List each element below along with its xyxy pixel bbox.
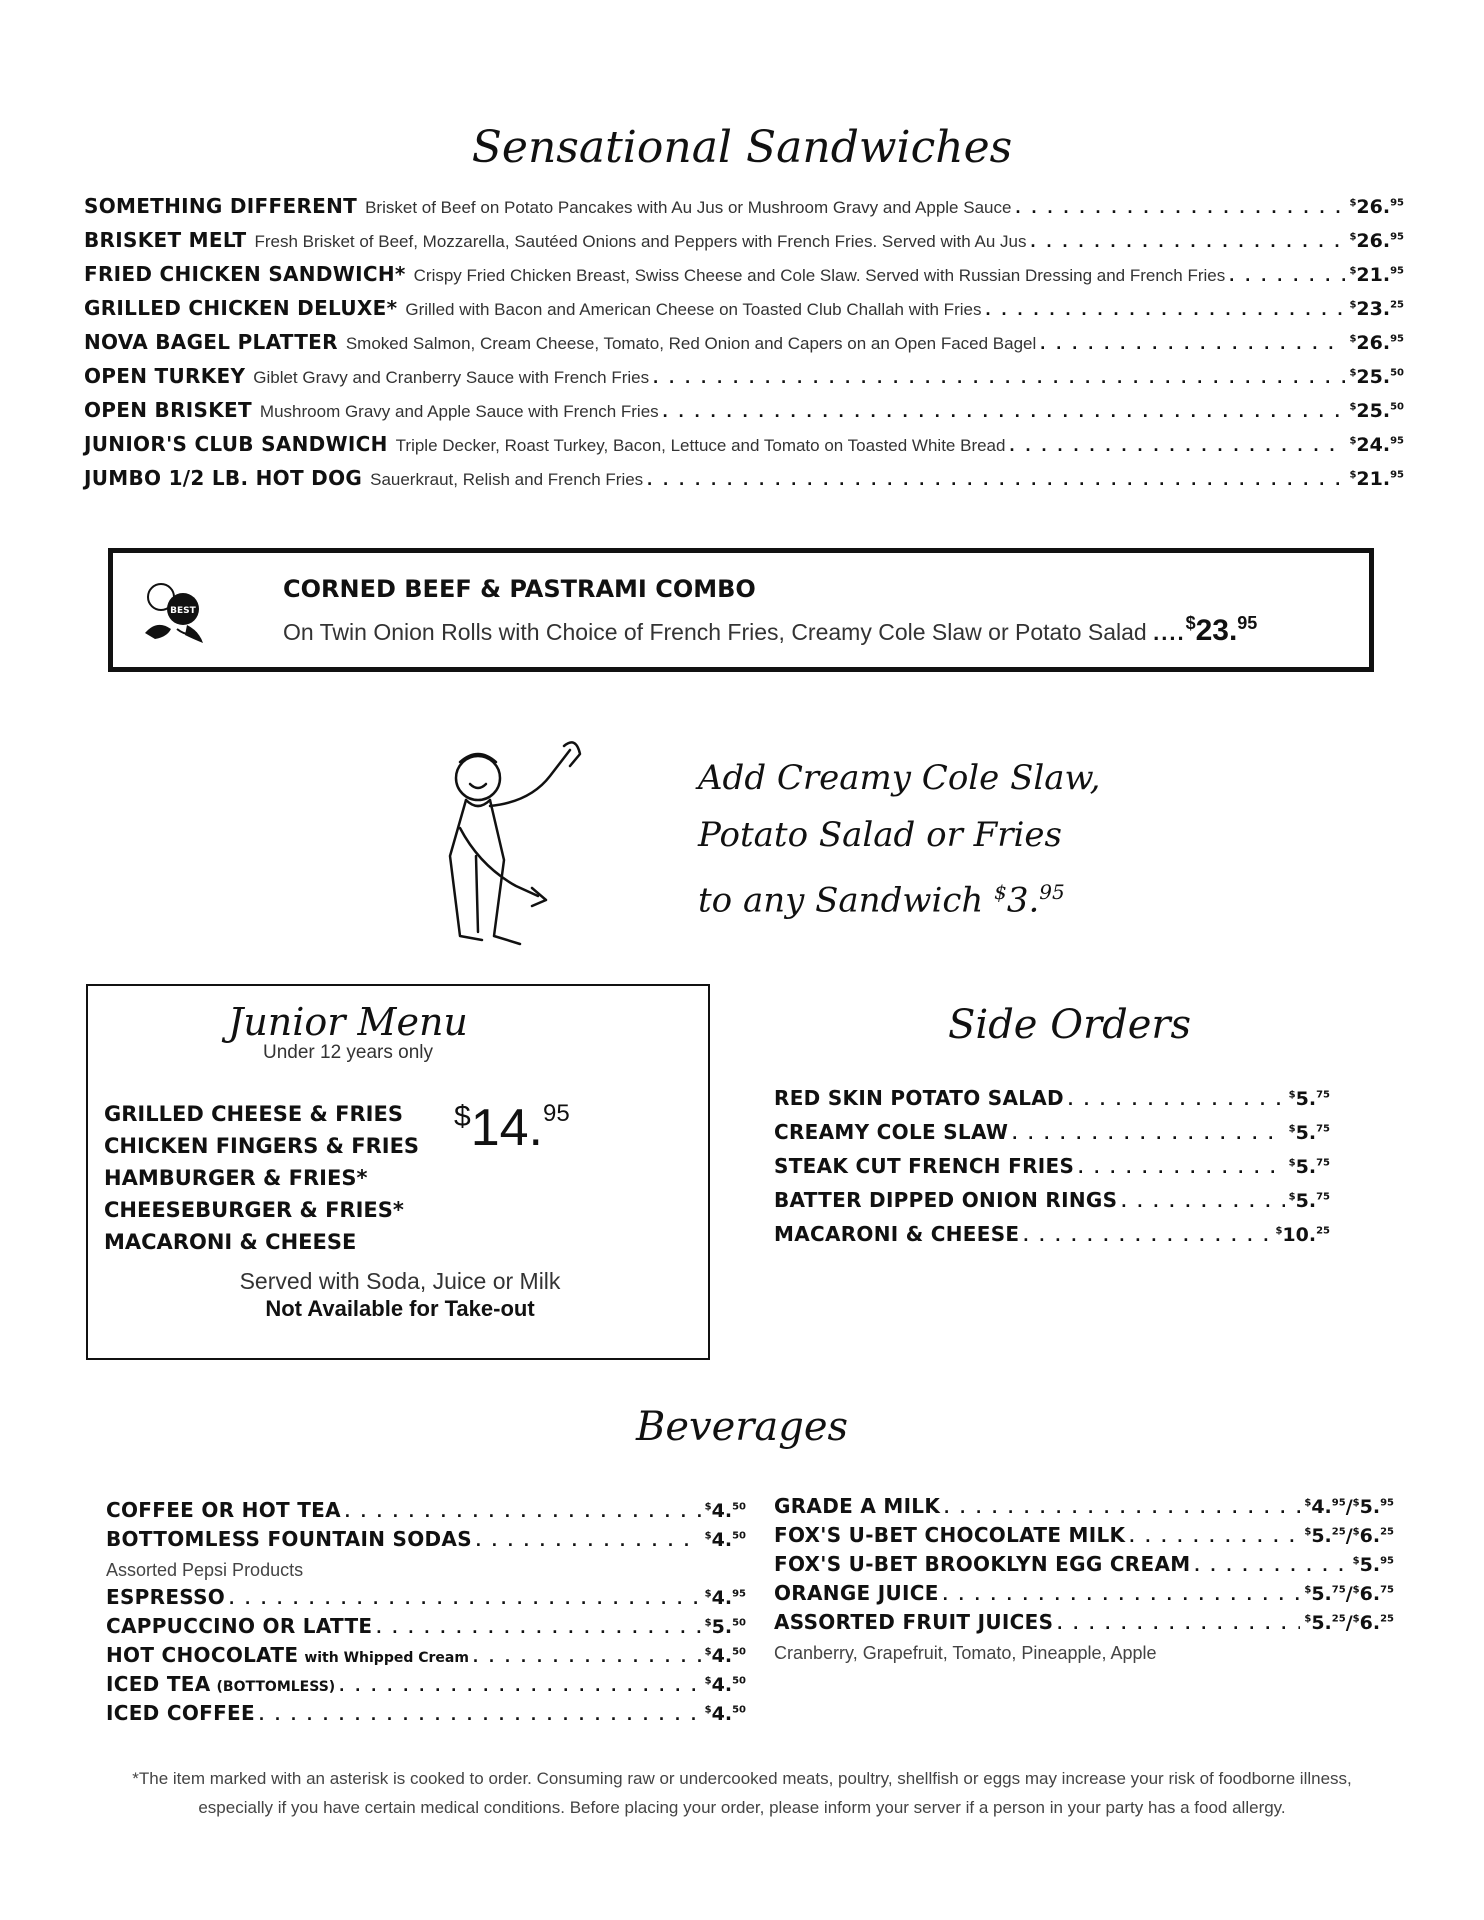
promo-line-3 [698, 864, 1100, 929]
sandwich-name: BRISKET MELT [84, 228, 247, 252]
side-price [1289, 1156, 1330, 1178]
price-cents: 75 [1316, 1191, 1330, 1203]
beverage-name: COFFEE OR HOT TEA [106, 1498, 341, 1522]
leader-dots [1040, 333, 1345, 354]
side-orders-list [774, 1086, 1330, 1256]
price-cents: 95 [1331, 1497, 1346, 1509]
sandwich-desc: Crispy Fried Chicken Breast, Swiss Cheese and Cole Slaw. Served with Russian Dressing and French Fries [413, 266, 1226, 285]
price-cents: 50 [732, 1530, 746, 1542]
beverage-price-large [1353, 1496, 1394, 1518]
price-main: 5. [1295, 1122, 1317, 1144]
price-main: 24. [1356, 434, 1391, 456]
currency-sign: $ [1349, 401, 1357, 413]
beverage-extra: with Whipped Cream [304, 1650, 469, 1666]
leader-dots [259, 1704, 701, 1725]
sandwich-name: GRILLED CHICKEN DELUXE* [84, 296, 398, 320]
side-price [1289, 1088, 1330, 1110]
side-name: STEAK CUT FRENCH FRIES [774, 1154, 1075, 1178]
leader-dots [1194, 1555, 1348, 1576]
leader-dots [476, 1530, 701, 1551]
side-name: BATTER DIPPED ONION RINGS [774, 1188, 1118, 1212]
price-cents: 25 [1380, 1526, 1394, 1538]
beverage-name: FOX'S U-BET BROOKLYN EGG CREAM [774, 1552, 1191, 1576]
leader-dots [985, 299, 1345, 320]
beverage-price [705, 1674, 746, 1696]
best-ribbon-logo-icon [137, 575, 209, 647]
price-cents: 75 [1316, 1157, 1330, 1169]
sandwich-row [84, 398, 1404, 432]
currency-sign: $ [704, 1704, 712, 1716]
beverage-name: BOTTOMLESS FOUNTAIN SODAS [106, 1527, 472, 1551]
beverage-name: ORANGE JUICE [774, 1581, 939, 1605]
junior-currency: $ [454, 1100, 471, 1133]
currency-sign: $ [704, 1501, 712, 1513]
currency-sign: $ [704, 1588, 712, 1600]
price-main: 5. [711, 1616, 733, 1638]
price-main: 5. [1359, 1496, 1381, 1518]
price-separator: / [1345, 1583, 1353, 1605]
price-main: 21. [1356, 468, 1391, 490]
side-price [1275, 1224, 1330, 1246]
side-price [1289, 1122, 1330, 1144]
side-row [774, 1222, 1330, 1256]
leader-dots [1129, 1526, 1300, 1547]
price-main: 25. [1356, 366, 1391, 388]
beverage-name: ASSORTED FRUIT JUICES [774, 1610, 1054, 1634]
beverage-name: ICED COFFEE [106, 1701, 255, 1725]
combo-dots: .... [1153, 620, 1186, 645]
sandwich-desc: Mushroom Gravy and Apple Sauce with French Fries [259, 402, 659, 421]
footer-line-1: *The item marked with an asterisk is cooked to order. Consuming raw or undercooked meats, poultry, shellfish or eggs may increase your risk of foodborne illness, [132, 1769, 1352, 1788]
currency-sign: $ [704, 1617, 712, 1629]
price-cents: 95 [1390, 231, 1404, 243]
sandwich-row [84, 296, 1404, 330]
price-main: 4. [711, 1674, 733, 1696]
sandwich-price [1349, 434, 1404, 456]
promo-currency: $ [994, 880, 1007, 904]
logo-text: BEST [170, 606, 196, 616]
price-cents: 95 [1390, 197, 1404, 209]
price-main: 4. [711, 1587, 733, 1609]
junior-item: GRILLED CHEESE & FRIES [104, 1102, 403, 1126]
currency-sign: $ [1288, 1157, 1296, 1169]
beverage-row [106, 1643, 746, 1672]
price-separator: / [1345, 1496, 1353, 1518]
beverage-price [1304, 1583, 1345, 1605]
currency-sign: $ [1352, 1497, 1360, 1509]
sandwich-row [84, 364, 1404, 398]
beverage-name: CAPPUCCINO OR LATTE [106, 1614, 373, 1638]
currency-sign: $ [704, 1675, 712, 1687]
sandwich-desc: Smoked Salmon, Cream Cheese, Tomato, Red Onion and Capers on an Open Faced Bagel [345, 334, 1037, 353]
price-cents: 75 [1316, 1123, 1330, 1135]
beverage-row [774, 1523, 1394, 1552]
price-main: 21. [1356, 264, 1391, 286]
combo-price-cents: 95 [1237, 613, 1258, 633]
price-main: 4. [1311, 1496, 1332, 1518]
beverage-row [106, 1672, 746, 1701]
beverage-row [774, 1494, 1394, 1523]
price-main: 6. [1359, 1525, 1381, 1547]
price-cents: 95 [1390, 469, 1404, 481]
price-cents: 50 [1390, 401, 1404, 413]
sandwich-price [1349, 298, 1404, 320]
side-row [774, 1154, 1330, 1188]
beverage-row [774, 1610, 1394, 1639]
currency-sign: $ [1304, 1526, 1312, 1538]
leader-dots [376, 1617, 700, 1638]
leader-dots [1068, 1089, 1285, 1110]
price-cents: 75 [1380, 1584, 1394, 1596]
price-separator: / [1345, 1525, 1353, 1547]
beverage-price [1304, 1525, 1345, 1547]
beverage-price [1304, 1496, 1345, 1518]
combo-box [108, 548, 1374, 672]
leader-dots [653, 367, 1345, 388]
junior-subtitle: Under 12 years only [262, 1042, 434, 1063]
side-row [774, 1120, 1330, 1154]
price-cents: 95 [1380, 1497, 1394, 1509]
sandwich-desc: Sauerkraut, Relish and French Fries [370, 470, 644, 489]
junior-menu-box [86, 984, 710, 1360]
beverage-name: HOT CHOCOLATE [106, 1643, 299, 1667]
price-main: 4. [711, 1529, 733, 1551]
sandwich-name: FRIED CHICKEN SANDWICH* [84, 262, 406, 286]
beverage-price [705, 1616, 746, 1638]
side-row [774, 1086, 1330, 1120]
price-separator: / [1345, 1612, 1353, 1634]
price-cents: 50 [732, 1646, 746, 1658]
sandwich-row [84, 194, 1404, 228]
price-cents: 25 [1316, 1225, 1330, 1237]
beverage-row [774, 1552, 1394, 1581]
beverage-price [705, 1500, 746, 1522]
currency-sign: $ [1349, 469, 1357, 481]
price-cents: 75 [1316, 1089, 1330, 1101]
junior-price [454, 1098, 570, 1158]
sandwich-row [84, 330, 1404, 364]
currency-sign: $ [1349, 265, 1357, 277]
price-main: 26. [1356, 230, 1391, 252]
currency-sign: $ [1349, 435, 1357, 447]
leader-dots [663, 401, 1346, 422]
sandwich-price [1349, 196, 1404, 218]
beverage-row [774, 1581, 1394, 1610]
sandwich-price [1349, 366, 1404, 388]
price-main: 5. [1295, 1088, 1317, 1110]
sandwich-name: JUNIOR'S CLUB SANDWICH [84, 432, 388, 456]
currency-sign: $ [1352, 1613, 1360, 1625]
leader-dots [1015, 197, 1345, 218]
beverages-left-list [106, 1498, 746, 1730]
beverages-title: Beverages [635, 1404, 849, 1450]
currency-sign: $ [1352, 1526, 1360, 1538]
leader-dots [647, 469, 1345, 490]
currency-sign: $ [1304, 1584, 1312, 1596]
price-cents: 95 [1390, 265, 1404, 277]
price-main: 5. [1311, 1583, 1332, 1605]
leader-dots [473, 1646, 701, 1667]
price-main: 5. [1359, 1554, 1381, 1576]
sandwich-price [1349, 264, 1404, 286]
currency-sign: $ [1349, 333, 1357, 345]
beverage-row [106, 1701, 746, 1730]
price-cents: 25 [1380, 1613, 1394, 1625]
price-main: 5. [1295, 1156, 1317, 1178]
junior-price-main: 14. [470, 1099, 543, 1157]
footer-line-2: especially if you have certain medical conditions. Before placing your order, please inform your server if a person in your party has a food allergy. [198, 1798, 1286, 1817]
price-main: 26. [1356, 332, 1391, 354]
sandwich-desc: Grilled with Bacon and American Cheese on Toasted Club Challah with Fries [405, 300, 982, 319]
promo-price: 3. [1006, 880, 1040, 921]
beverage-price [705, 1645, 746, 1667]
price-cents: 95 [1380, 1555, 1394, 1567]
currency-sign: $ [704, 1646, 712, 1658]
currency-sign: $ [1275, 1225, 1283, 1237]
combo-name: CORNED BEEF & PASTRAMI COMBO [283, 575, 756, 603]
beverage-extra: (BOTTOMLESS) [216, 1679, 336, 1695]
beverage-row [106, 1614, 746, 1643]
beverage-price [1304, 1612, 1345, 1634]
price-cents: 95 [732, 1588, 746, 1600]
beverage-price [705, 1587, 746, 1609]
price-cents: 50 [732, 1617, 746, 1629]
leader-dots [1009, 435, 1345, 456]
junior-price-cents: 95 [542, 1100, 570, 1127]
price-cents: 95 [1390, 333, 1404, 345]
beverage-name: GRADE A MILK [774, 1494, 941, 1518]
sandwich-row [84, 432, 1404, 466]
price-cents: 50 [1390, 367, 1404, 379]
leader-dots [1121, 1191, 1284, 1212]
allergy-disclaimer [0, 1764, 1484, 1822]
leader-dots [1057, 1613, 1300, 1634]
junior-item: HAMBURGER & FRIES* [104, 1166, 368, 1190]
price-main: 4. [711, 1500, 733, 1522]
currency-sign: $ [1349, 299, 1357, 311]
price-main: 6. [1359, 1583, 1381, 1605]
promo-price-cents: 95 [1039, 880, 1065, 904]
currency-sign: $ [1304, 1613, 1312, 1625]
sandwich-name: JUMBO 1/2 LB. HOT DOG [84, 466, 363, 490]
sandwich-desc: Triple Decker, Roast Turkey, Bacon, Lettuce and Tomato on Toasted White Bread [395, 436, 1006, 455]
currency-sign: $ [1288, 1123, 1296, 1135]
junior-served: Served with Soda, Juice or Milk [239, 1268, 561, 1294]
beverage-price [1353, 1554, 1394, 1576]
beverage-name: ESPRESSO [106, 1585, 226, 1609]
leader-dots [345, 1501, 701, 1522]
currency-sign: $ [1349, 231, 1357, 243]
leader-dots [339, 1675, 700, 1696]
sandwich-name: SOMETHING DIFFERENT [84, 194, 358, 218]
beverage-price-large [1353, 1583, 1394, 1605]
price-main: 6. [1359, 1612, 1381, 1634]
beverage-row [106, 1527, 746, 1556]
beverage-price-large [1353, 1612, 1394, 1634]
currency-sign: $ [1349, 197, 1357, 209]
side-name: RED SKIN POTATO SALAD [774, 1086, 1064, 1110]
sandwich-price [1349, 468, 1404, 490]
junior-items [104, 1102, 419, 1262]
beverage-note: Assorted Pepsi Products [106, 1560, 304, 1580]
combo-price-main: 23. [1195, 614, 1238, 647]
sandwich-row [84, 228, 1404, 262]
promo-line-2: Potato Salad or Fries [698, 815, 1062, 855]
price-cents: 25 [1331, 1613, 1346, 1625]
currency-sign: $ [704, 1530, 712, 1542]
beverage-name: FOX'S U-BET CHOCOLATE MILK [774, 1523, 1126, 1547]
combo-price [1186, 614, 1258, 647]
leader-dots [1030, 231, 1345, 252]
beverage-price [705, 1703, 746, 1725]
sandwich-row [84, 466, 1404, 500]
side-name: CREAMY COLE SLAW [774, 1120, 1009, 1144]
price-cents: 50 [732, 1501, 746, 1513]
leader-dots [1012, 1123, 1284, 1144]
currency-sign: $ [1288, 1191, 1296, 1203]
leader-dots [1078, 1157, 1284, 1178]
sandwich-price [1349, 332, 1404, 354]
leader-dots [1229, 265, 1345, 286]
beverages-right-list [774, 1494, 1394, 1668]
junior-item: CHEESEBURGER & FRIES* [104, 1198, 404, 1222]
sandwich-price [1349, 230, 1404, 252]
price-main: 10. [1282, 1224, 1317, 1246]
leader-dots [1023, 1225, 1271, 1246]
side-price [1289, 1190, 1330, 1212]
currency-sign: $ [1304, 1497, 1312, 1509]
sandwich-name: OPEN BRISKET [84, 398, 252, 422]
promo-text [698, 750, 1100, 929]
sandwich-desc: Brisket of Beef on Potato Pancakes with Au Jus or Mushroom Gravy and Apple Sauce [365, 198, 1012, 217]
currency-sign: $ [1352, 1555, 1360, 1567]
promo-line-1: Add Creamy Cole Slaw, [698, 758, 1101, 798]
price-main: 5. [1311, 1525, 1332, 1547]
price-main: 4. [711, 1645, 733, 1667]
leader-dots [944, 1497, 1300, 1518]
beverage-price-large [1353, 1525, 1394, 1547]
side-name: MACARONI & CHEESE [774, 1222, 1020, 1246]
price-main: 25. [1356, 400, 1391, 422]
price-cents: 50 [732, 1675, 746, 1687]
beverage-name: ICED TEA [106, 1672, 211, 1696]
side-row [774, 1188, 1330, 1222]
combo-desc [283, 613, 1257, 648]
price-main: 5. [1295, 1190, 1317, 1212]
sandwich-name: NOVA BAGEL PLATTER [84, 330, 338, 354]
sides-title: Side Orders [948, 1002, 1192, 1048]
combo-desc-text: On Twin Onion Rolls with Choice of French Fries, Creamy Cole Slaw or Potato Salad [283, 619, 1147, 645]
price-cents: 50 [732, 1704, 746, 1716]
currency-sign: $ [1352, 1584, 1360, 1596]
price-cents: 95 [1390, 435, 1404, 447]
sandwiches-title: Sensational Sandwiches [471, 122, 1013, 173]
leader-dots [229, 1588, 701, 1609]
sandwich-desc: Giblet Gravy and Cranberry Sauce with French Fries [253, 368, 650, 387]
junior-item: MACARONI & CHEESE [104, 1230, 357, 1254]
sandwich-row [84, 262, 1404, 296]
price-main: 26. [1356, 196, 1391, 218]
junior-note: Not Available for Take-out [265, 1296, 535, 1321]
leader-dots [943, 1584, 1301, 1605]
sandwich-list [84, 194, 1404, 500]
sandwich-name: OPEN TURKEY [84, 364, 246, 388]
beverage-price [705, 1529, 746, 1551]
combo-currency: $ [1185, 613, 1196, 633]
price-cents: 25 [1331, 1526, 1346, 1538]
beverage-note: Cranberry, Grapefruit, Tomato, Pineapple, Apple [774, 1643, 1157, 1663]
price-main: 5. [1311, 1612, 1332, 1634]
waiter-illustration-icon [420, 736, 600, 950]
price-main: 4. [711, 1703, 733, 1725]
promo-line-3-text: to any Sandwich [698, 880, 984, 921]
sandwich-desc: Fresh Brisket of Beef, Mozzarella, Sautéed Onions and Peppers with French Fries. Served with Au Jus [254, 232, 1027, 251]
sandwich-price [1349, 400, 1404, 422]
currency-sign: $ [1288, 1089, 1296, 1101]
price-main: 23. [1356, 298, 1391, 320]
beverage-row [106, 1498, 746, 1527]
price-cents: 25 [1390, 299, 1404, 311]
beverage-row [106, 1585, 746, 1614]
junior-title: Junior Menu [228, 1000, 468, 1044]
currency-sign: $ [1349, 367, 1357, 379]
price-cents: 75 [1331, 1584, 1346, 1596]
junior-item: CHICKEN FINGERS & FRIES [104, 1134, 420, 1158]
